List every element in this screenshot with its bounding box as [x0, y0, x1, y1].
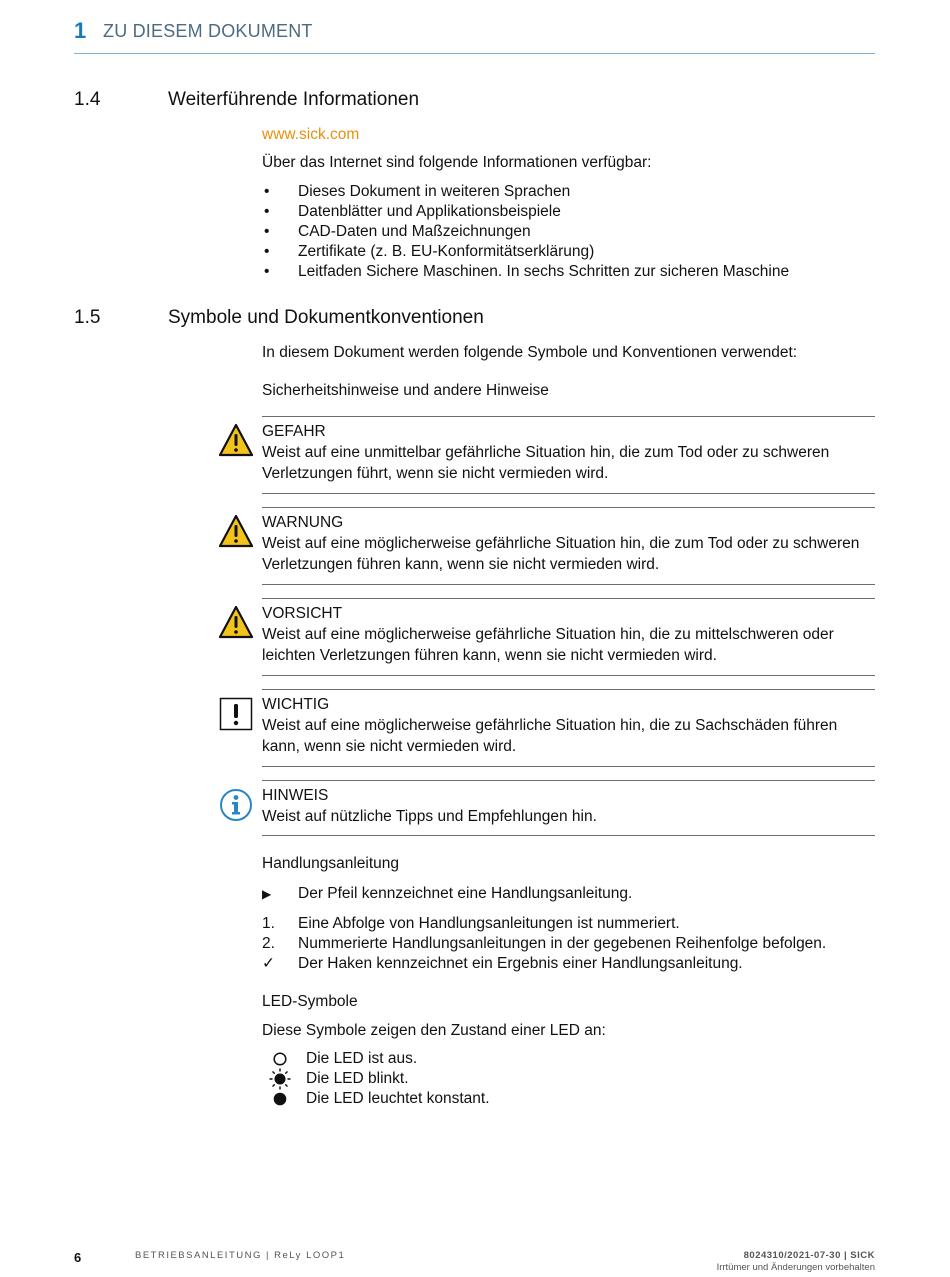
list-item: Die LED blinkt. [262, 1069, 490, 1089]
checkmark-icon: ✓ [262, 955, 275, 972]
notice-label-warnung: WARNUNG [262, 514, 344, 531]
led-on-icon [272, 1091, 288, 1107]
notice-divider [262, 675, 875, 676]
info-list [262, 182, 789, 282]
page-number: 6 [74, 1250, 82, 1265]
conventions-intro: In diesem Dokument werden folgende Symbole und Konventionen verwendet: [262, 344, 798, 361]
notice-text-hinweis: Weist auf nützliche Tipps und Empfehlungen hin. [262, 808, 597, 825]
exclamation-box-icon [219, 697, 253, 731]
notice-divider [262, 835, 875, 836]
led-heading: LED-Symbole [262, 993, 358, 1010]
section-number-1-5: 1.5 [74, 307, 101, 328]
notices-heading: Sicherheitshinweise und andere Hinweise [262, 382, 549, 399]
arrow-icon: ▶ [262, 887, 272, 901]
list-item: • Datenblätter und Applikationsbeispiele [264, 203, 561, 220]
notice-divider [262, 598, 875, 599]
list-item: ▶ Der Pfeil kennzeichnet eine Handlungsanleitung. [262, 885, 633, 902]
list-item: Die LED ist aus. [262, 1049, 490, 1069]
notice-text-wichtig: Weist auf eine möglicherweise gefährliche Situation hin, die zu Sachschäden führen kann, wenn sie nicht vermieden wird. [262, 717, 838, 755]
notice-divider [262, 766, 875, 767]
notice-label-hinweis: HINWEIS [262, 787, 329, 804]
instruction-arrow-list [262, 884, 632, 904]
chapter-title: ZU DIESEM DOKUMENT [103, 21, 313, 41]
list-item: ✓ Der Haken kennzeichnet ein Ergebnis einer Handlungsanleitung. [262, 955, 743, 972]
warning-triangle-icon [219, 605, 253, 639]
notice-divider [262, 507, 875, 508]
list-item: • CAD-Daten und Maßzeichnungen [264, 223, 531, 240]
notice-text-gefahr: Weist auf eine unmittelbar gefährliche Situation hin, die zum Tod oder zu schweren Verletzungen führt, wenn sie nicht vermieden wird. [262, 444, 830, 482]
notice-divider [262, 493, 875, 494]
notice-divider [262, 584, 875, 585]
notice-divider [262, 780, 875, 781]
section-number-1-4: 1.4 [74, 89, 101, 110]
notice-divider [262, 416, 875, 417]
section-title-1-4: Weiterführende Informationen [168, 89, 420, 110]
instructions-heading: Handlungsanleitung [262, 855, 400, 872]
list-item: • Leitfaden Sichere Maschinen. In sechs Schritten zur sicheren Maschine [264, 263, 790, 280]
warning-triangle-icon [219, 514, 253, 548]
info-intro: Über das Internet sind folgende Informationen verfügbar: [262, 154, 652, 171]
notice-label-wichtig: WICHTIG [262, 696, 330, 713]
warning-triangle-icon [219, 423, 253, 457]
notice-text-vorsicht: Weist auf eine möglicherweise gefährliche Situation hin, die zu mittelschweren oder leichten Verletzungen führen kann, wenn sie nicht vermieden wird. [262, 626, 834, 664]
list-item: 2. Nummerierte Handlungsanleitungen in der gegebenen Reihenfolge befolgen. [262, 935, 827, 952]
led-off-icon [272, 1051, 288, 1067]
document-label: BETRIEBSANLEITUNG | ReLy LOOP1 [135, 1250, 346, 1261]
website-link[interactable]: www.sick.com [262, 126, 360, 143]
list-item: 1. Eine Abfolge von Handlungsanleitungen ist nummeriert. [262, 915, 680, 932]
header-divider [74, 53, 875, 54]
notice-text-warnung: Weist auf eine möglicherweise gefährliche Situation hin, die zum Tod oder zu schweren Verletzungen führen kann, wenn sie nicht vermieden wird. [262, 535, 860, 573]
list-item: • Zertifikate (z. B. EU-Konformitätserklärung) [264, 243, 595, 260]
notice-divider [262, 689, 875, 690]
notice-label-vorsicht: VORSICHT [262, 605, 343, 622]
led-intro: Diese Symbole zeigen den Zustand einer LED an: [262, 1022, 606, 1039]
led-list [262, 1049, 490, 1109]
info-circle-icon [219, 788, 253, 822]
instruction-steps-list [262, 914, 826, 974]
notice-label-gefahr: GEFAHR [262, 423, 326, 440]
list-item: Die LED leuchtet konstant. [262, 1089, 490, 1109]
led-blinking-icon [272, 1071, 288, 1087]
footer-right [717, 1250, 875, 1274]
disclaimer: Irrtümer und Änderungen vorbehalten [716, 1262, 875, 1273]
section-title-1-5: Symbole und Dokumentkonventionen [168, 307, 484, 328]
document-id: 8024310/2021-07-30 | SICK [743, 1250, 875, 1261]
list-item: • Dieses Dokument in weiteren Sprachen [264, 183, 571, 200]
chapter-number: 1 [74, 18, 87, 43]
